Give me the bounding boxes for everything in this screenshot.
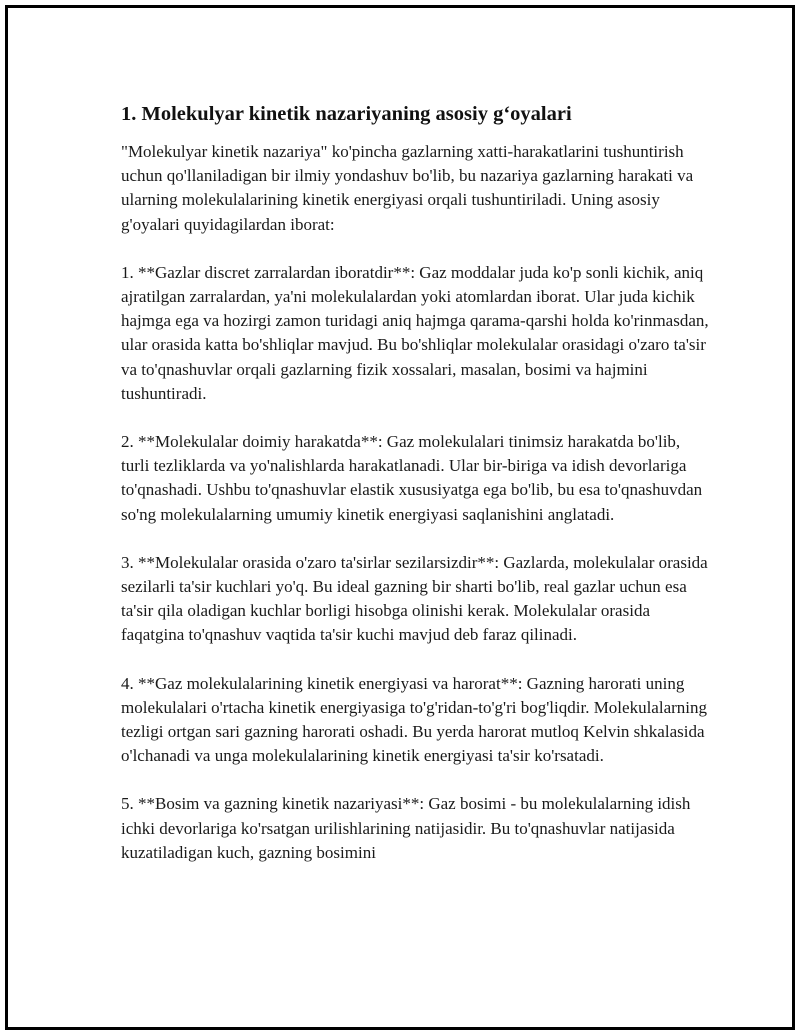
point-4-paragraph: 4. **Gaz molekulalarining kinetik energiyasi va harorat**: Gazning harorati uning molekulalari o'rtacha kinetik energiyasiga to'g'ridan-to'g'ri bog'liqdir. Molekulalarning tezligi ortgan sari gazning harorati oshadi. Bu yerda harorat mutloq Kelvin shkalasida o'lchanadi va unga molekulalarining kinetik energiyasi ta'sir ko'rsatadi. — [121, 673, 707, 766]
point-2-paragraph: 2. **Molekulalar doimiy harakatda**: Gaz molekulalari tinimsiz harakatda bo'lib, turli tezliklarda va yo'nalishlarda harakatlanadi. Ular bir-biriga va idish devorlariga to'qnashadi. Ushbu to'qnashuvlar elastik xususiyatga ega bo'lib, bu esa to'qnashuvdan so'ng molekulalarning umumiy kinetik energiyasi saqlanishini anglatadi. — [121, 432, 703, 524]
intro-paragraph: "Molekulyar kinetik nazariya" ko'pincha gazlarning xatti-harakatlarini tushuntirish uchun qo'llaniladigan bir ilmiy yondashuv bo'lib, bu nazariya gazlarning harakati va ularning molekulalarining kinetik energiyasi orqali tushuntiriladi. Uning asosiy g'oyalari quyidagilardan iborat: — [121, 142, 694, 234]
page-frame — [5, 5, 795, 1030]
point-5-paragraph: 5. **Bosim va gazning kinetik nazariyasi**: Gaz bosimi - bu molekulalarning idish ichki devorlariga ko'rsatgan urilishlarining natijasidir. Bu to'qnashuvlar natijasida kuzatiladigan kuch, gazning bosimini — [121, 794, 691, 862]
document-body — [121, 98, 711, 865]
section-heading: 1. Molekulyar kinetik nazariyaning asosiy g‘oyalari — [121, 103, 572, 125]
point-1-paragraph: 1. **Gazlar discret zarralardan iboratdir**: Gaz moddalar juda ko'p sonli kichik, aniq ajratilgan zarralardan, ya'ni molekulalardan yoki atomlardan iborat. Ular juda kichik hajmga ega va hozirgi zamon turidagi aniq hajmga qarama-qarshi holda ko'rinmasdan, ular orasida katta bo'shliqlar mavjud. Bu bo'shliqlar molekulalar orasidagi o'zaro ta'sir va to'qnashuvlar orqali gazlarning fizik xossalari, masalan, bosimi va hajmini tushuntiradi. — [121, 262, 709, 403]
point-3-paragraph: 3. **Molekulalar orasida o'zaro ta'sirlar sezilarsizdir**: Gazlarda, molekulalar orasida sezilarli ta'sir kuchlari yo'q. Bu ideal gazning bir sharti bo'lib, real gazlar uchun esa ta'sir qila oladigan kuchlar borligi hisobga olinishi kerak. Molekulalar orasida faqatgina to'qnashuv vaqtida ta'sir kuchi mavjud deb faraz qilinadi. — [121, 552, 708, 645]
